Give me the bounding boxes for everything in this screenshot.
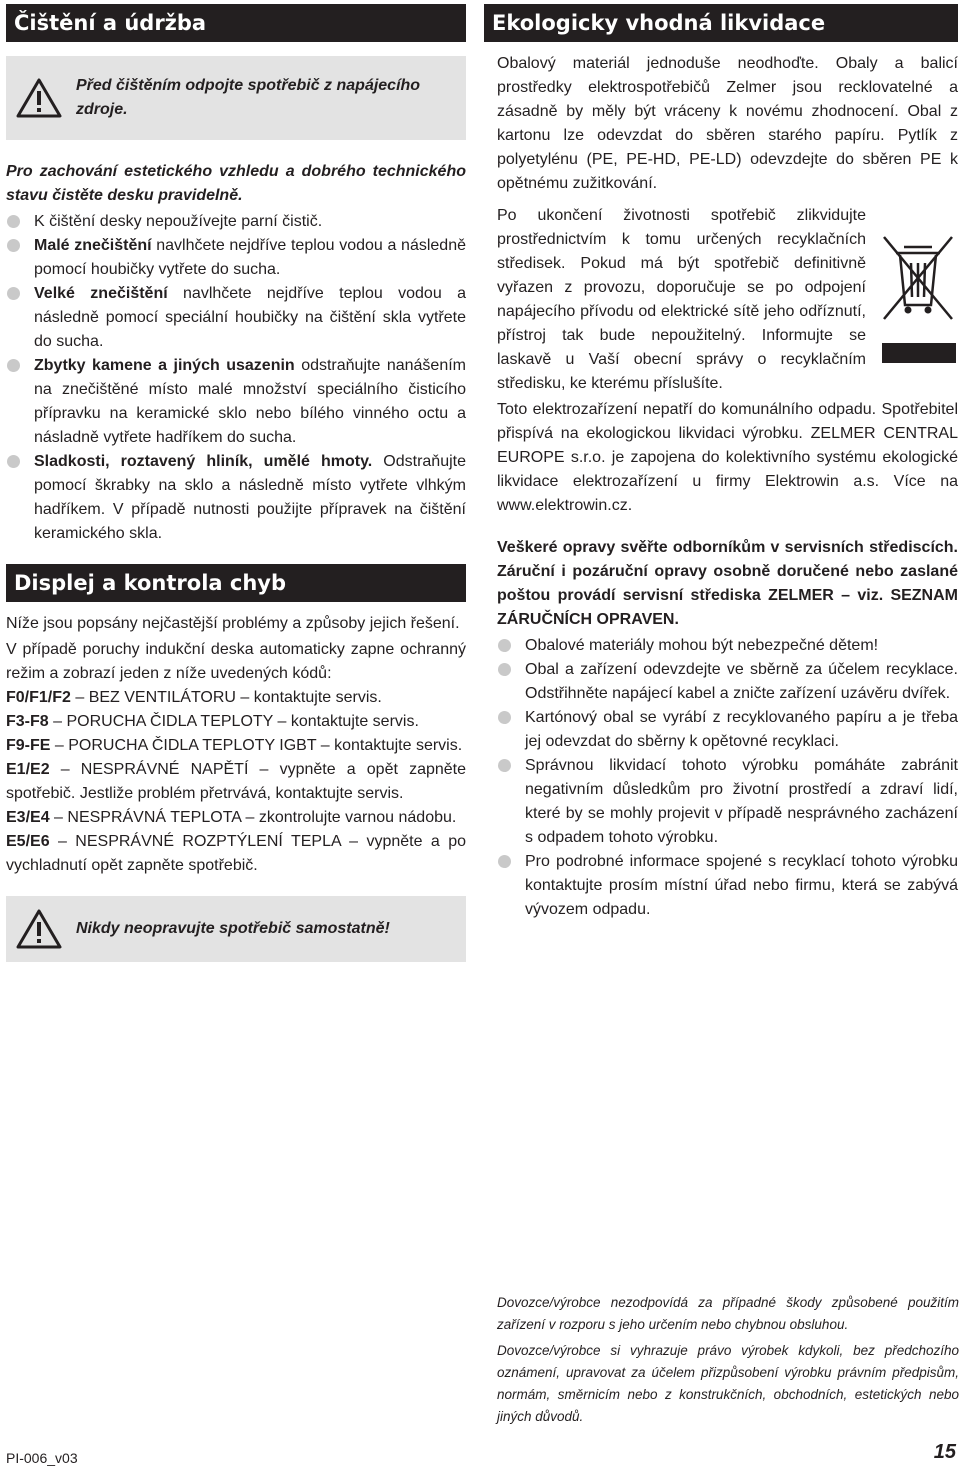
- list-item: Správnou likvidací tohoto výrobku pomáháte zabránit negativním důsledkům pro životní prostředí a zdraví lidí, které by se mohly projevit v případě nesprávného zacházení s odpadem tohoto výrobku.: [497, 754, 958, 850]
- section-title-disposal: Ekologicky vhodná likvidace: [484, 4, 958, 42]
- document-code: PI-006_v03: [6, 1450, 78, 1466]
- crossed-bin-icon: [880, 204, 958, 396]
- display-para2: V případě poruchy indukční deska automaticky zapne ochranný režim a zobrazí jeden z níže uvedených kódů:: [6, 641, 466, 682]
- disposal-para2: Po ukončení životnosti spotřebič zlikvidujte prostřednictvím k tomu určených recyklačních středisek. Pokud má být spotřebič definitivně vyřazen z provozu, doporučuje se po odpojení napájecího přívodu od elektrické sítě jeho odříznutí, přístroj tak bude nepoužitelný. Informujte se laskavě u Vaší obecní správy o recyklačním středisku, ke kterému příslušíte.: [497, 207, 866, 392]
- disposal-para1: Obalový materiál jednoduše neodhoďte. Obaly a balicí prostředky elektrospotřebičů Zelmer jsou recklovatelné a zásadně by měly být vráceny k novému zhodnocení. Obal z kartonu lze odevzdat do sběren starého papíru. Pytlík z polyetylénu (PE, PE-HD, PE-LD) odevzdejte do sběren PE k opětnému zužitkování.: [497, 55, 958, 192]
- disposal-para3: Toto elektrozařízení nepatří do komunálního odpadu. Spotřebitel přispívá na ekologickou likvidaci výrobku. ZELMER CENTRAL EUROPE s.r.o. je zapojena do kolektivního systému ekologické likvidace elektrozařízení u firmy Elektrowin a.s. Více na www.elektrowin.cz.: [497, 401, 958, 514]
- error-code-row: E5/E6 – NESPRÁVNÉ ROZPTÝLENÍ TEPLA – vypněte a po vychladnutí opět zapněte spotřebič.: [6, 833, 466, 874]
- footer-note-liability: Dovozce/výrobce nezodpovídá za případné škody způsobené použitím zařízení v rozporu s jeho určením nebo chybnou obsluhou.: [497, 1295, 959, 1332]
- footer-note-changes: Dovozce/výrobce si vyhrazuje právo výrobek kdykoli, bez předchozího oznámení, upravovat za účelem přizpůsobení výrobku právním předpisům, normám, směrnicím nebo z konstrukčních, obchodních, estetických nebo jiných důvodů.: [497, 1343, 959, 1424]
- display-para1: Níže jsou popsány nejčastější problémy a způsoby jejich řešení.: [6, 615, 460, 632]
- list-item: Pro podrobné informace spojené s recyklací tohoto výrobku kontaktujte prosím místní úřad nebo firmu, která se zabývá vývozem odpadu.: [497, 850, 958, 922]
- error-code-row: E3/E4 – NESPRÁVNÁ TEPLOTA – zkontrolujte varnou nádobu.: [6, 809, 457, 826]
- cleaning-intro: Pro zachování estetického vzhledu a dobrého technického stavu čistěte desku pravidelně.: [6, 163, 466, 204]
- warning-text-bottom: Nikdy neopravujte spotřebič samostatně!: [76, 920, 390, 937]
- warning-box-top: [6, 56, 466, 140]
- warning-text-top: Před čištěním odpojte spotřebič z napájecího zdroje.: [76, 77, 421, 118]
- cleaning-bullets: [6, 210, 466, 546]
- error-code-row: F9-FE – PORUCHA ČIDLA TEPLOTY IGBT – kontaktujte servis.: [6, 737, 463, 754]
- warning-box-bottom: [6, 896, 466, 962]
- weee-block: [484, 204, 958, 396]
- warning-icon: [16, 908, 62, 950]
- list-item: Obal a zařízení odevzdejte ve sběrně za účelem recyklace. Odstřihněte napájecí kabel a zničte zařízení uzávěru dvířek.: [497, 658, 958, 706]
- list-item: Obalové materiály mohou být nebezpečné dětem!: [497, 634, 958, 658]
- error-codes: [6, 686, 466, 878]
- list-item: Malé znečištění navlhčete nejdříve teplou vodou a následně pomocí houbičky vytřete do sucha.: [6, 234, 466, 282]
- error-code-row: F0/F1/F2 – BEZ VENTILÁTORU – kontaktujte servis.: [6, 689, 382, 706]
- list-item: Velké znečištění navlhčete nejdříve teplou vodou a následně pomocí speciální houbičky na čištění skla vytřete do sucha.: [6, 282, 466, 354]
- list-item: K čištění desky nepoužívejte parní čistič.: [6, 210, 466, 234]
- error-code-row: E1/E2 – NESPRÁVNÉ NAPĚTÍ – vypněte a opět zapněte spotřebič. Jestliže problém přetrvává, kontaktujte servis.: [6, 761, 466, 802]
- list-item: Kartónový obal se vyrábí z recyklovaného papíru a je třeba jej odevzdat do sběrny k opětovné recyklaci.: [497, 706, 958, 754]
- page-number: 15: [933, 1441, 956, 1463]
- left-column: [6, 4, 466, 962]
- disposal-bullets: [484, 634, 958, 922]
- warning-icon: [16, 77, 62, 119]
- section-title-cleaning: Čištění a údržba: [6, 4, 466, 42]
- service-notice: Veškeré opravy svěřte odborníkům v servisních střediscích. Záruční i pozáruční opravy osobně doručené nebo zaslané poštou provádí servisní střediska ZELMER – viz. SEZNAM ZÁRUČNÍCH OPRAVEN.: [497, 539, 958, 628]
- error-code-row: F3-F8 – PORUCHA ČIDLA TEPLOTY – kontaktujte servis.: [6, 713, 419, 730]
- list-item: Sladkosti, roztavený hliník, umělé hmoty. Odstraňujte pomocí škrabky na sklo a následně místo vytřete vlhkým hadříkem. V případě nutnosti použijte přípravek na čištění keramického skla.: [6, 450, 466, 546]
- right-column: [484, 4, 958, 922]
- list-item: Zbytky kamene a jiných usazenin odstraňujte nanášením na znečištěné místo malé množství speciálního čisticího přípravku na keramické sklo nebo bílého vinného octu a násladně vytřete hadříkem do sucha.: [6, 354, 466, 450]
- section-title-display: Displej a kontrola chyb: [6, 564, 466, 602]
- footer-notes: [497, 1292, 959, 1432]
